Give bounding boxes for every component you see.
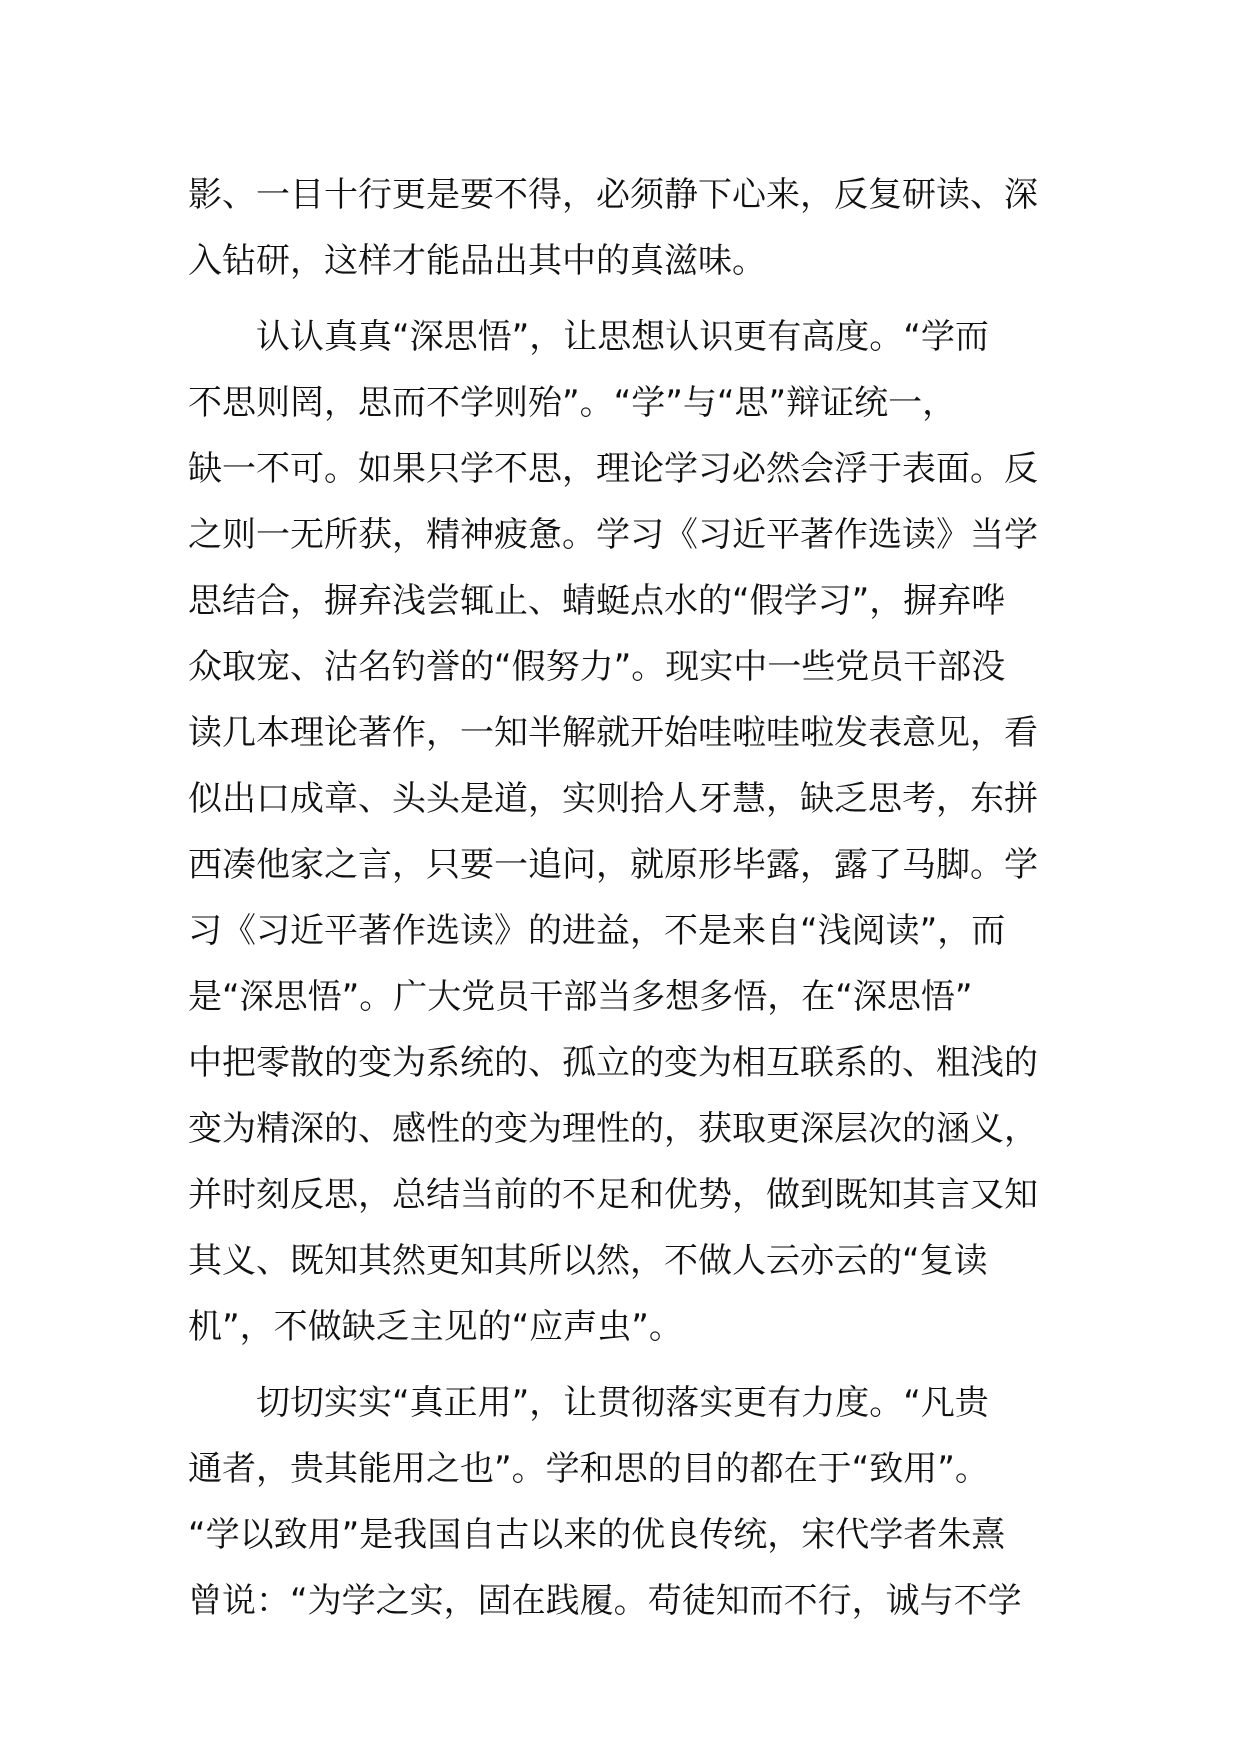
paragraph-line: 入钻研，这样才能品出其中的真滋味。 [188,241,766,281]
paragraph-line: 切切实实“真正用”，让贯彻落实更有力度。“凡贵 [188,1383,989,1423]
paragraph-line: 众取宠、沽名钓誉的“假努力”。现实中一些党员干部没 [188,647,1006,687]
paragraph-line: 之则一无所获，精神疲惫。学习《习近平著作选读》当学 [188,515,1038,555]
paragraph-line: 其义、既知其然更知其所以然，不做人云亦云的“复读 [188,1241,988,1281]
document-body [188,162,1058,1634]
paragraph-line: 通者，贵其能用之也”。学和思的目的都在于“致用”。 [188,1449,989,1489]
paragraph-line: 变为精深的、感性的变为理性的，获取更深层次的涵义， [188,1109,1038,1149]
paragraph-spacing [188,1360,1058,1370]
paragraph-line: 是“深思悟”。广大党员干部当多想多悟，在“深思悟” [188,977,973,1017]
paragraph-line: 认认真真“深思悟”，让思想认识更有高度。“学而 [188,317,989,357]
paragraph-line: “学以致用”是我国自古以来的优良传统，宋代学者朱熹 [188,1515,1006,1555]
paragraph-line: 西凑他家之言，只要一追问，就原形毕露，露了马脚。学 [188,845,1038,885]
paragraph-line: 机”，不做缺乏主见的“应声虫”。 [188,1307,683,1347]
paragraph-line: 习《习近平著作选读》的进益，不是来自“浅阅读”，而 [188,911,1006,951]
paragraph-1 [188,162,1058,294]
paragraph-3 [188,1370,1058,1634]
paragraph-spacing [188,294,1058,304]
paragraph-line: 思结合，摒弃浅尝辄止、蜻蜓点水的“假学习”，摒弃哗 [188,581,1006,621]
paragraph-line: 曾说：“为学之实，固在践履。苟徒知而不行，诚与不学 [188,1581,1022,1621]
paragraph-2 [188,304,1058,1360]
paragraph-line: 影、一目十行更是要不得，必须静下心来，反复研读、深 [188,175,1038,215]
paragraph-line: 并时刻反思，总结当前的不足和优势，做到既知其言又知 [188,1175,1038,1215]
paragraph-line: 读几本理论著作，一知半解就开始哇啦哇啦发表意见，看 [188,713,1038,753]
paragraph-line: 似出口成章、头头是道，实则拾人牙慧，缺乏思考，东拼 [188,779,1038,819]
paragraph-line: 中把零散的变为系统的、孤立的变为相互联系的、粗浅的 [188,1043,1038,1083]
paragraph-line: 缺一不可。如果只学不思，理论学习必然会浮于表面。反 [188,449,1038,489]
paragraph-line: 不思则罔，思而不学则殆”。“学”与“思”辩证统一， [188,383,957,423]
